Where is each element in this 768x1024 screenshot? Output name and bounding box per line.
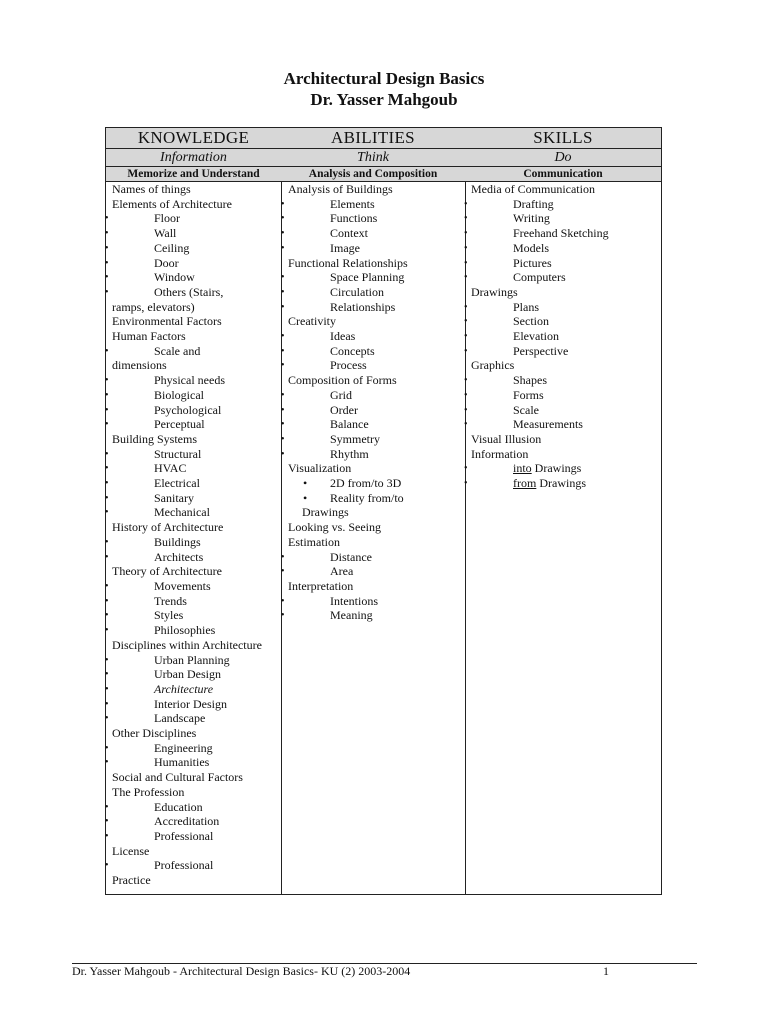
list-item: Information bbox=[471, 446, 529, 461]
list-item: • Buildings bbox=[112, 535, 282, 550]
list-item: • Space Planning bbox=[288, 270, 464, 285]
list-item: • Rhythm bbox=[288, 447, 464, 462]
list-item: Analysis of Buildings bbox=[288, 182, 393, 196]
subheading-information: Information bbox=[160, 149, 227, 165]
subheading-do: Do bbox=[554, 149, 572, 165]
list-item: • 2D from/to 3D bbox=[288, 476, 464, 491]
list-item: • Symmetry bbox=[288, 432, 464, 447]
list-item: • Biological bbox=[112, 388, 282, 403]
header-row-section bbox=[106, 167, 661, 182]
list-item: • Reality from/to bbox=[288, 491, 464, 506]
list-item: Environmental Factors bbox=[112, 314, 222, 329]
list-item: Other Disciplines bbox=[112, 726, 197, 741]
list-item: • Scale bbox=[471, 403, 657, 418]
list-item bbox=[471, 476, 657, 491]
list-item: • Professional bbox=[112, 829, 282, 844]
list-item bbox=[471, 461, 657, 476]
list-item: • Structural bbox=[112, 447, 282, 462]
list-item: Creativity bbox=[288, 314, 336, 329]
list-item: • Mechanical bbox=[112, 505, 282, 520]
list-item-keyword: from bbox=[513, 476, 537, 491]
list-item: • Psychological bbox=[112, 403, 282, 418]
list-item: • Interior Design bbox=[112, 697, 282, 712]
list-item: History of Architecture bbox=[112, 520, 224, 535]
heading-skills: SKILLS bbox=[533, 128, 593, 147]
list-item: • Wall bbox=[112, 226, 282, 241]
list-item: • Context bbox=[288, 226, 464, 241]
list-item: • Section bbox=[471, 314, 657, 329]
list-item: • Physical needs bbox=[112, 373, 282, 388]
list-item: Interpretation bbox=[288, 578, 354, 593]
list-item: Visualization bbox=[288, 461, 352, 476]
list-item: Human Factors bbox=[112, 329, 186, 344]
list-item: Graphics bbox=[471, 358, 515, 373]
page-number: 1 bbox=[603, 964, 609, 978]
list-item: • Door bbox=[112, 256, 282, 271]
list-item: Disciplines within Architecture bbox=[112, 637, 262, 652]
list-item: Theory of Architecture bbox=[112, 564, 222, 579]
list-item: • Landscape bbox=[112, 711, 282, 726]
list-item: • Education bbox=[112, 800, 282, 815]
list-item: • Perspective bbox=[471, 344, 657, 359]
header-row-main bbox=[106, 128, 661, 149]
list-item: • Architects bbox=[112, 550, 282, 565]
list-item: • Writing bbox=[471, 211, 657, 226]
list-item: • Electrical bbox=[112, 476, 282, 491]
list-item: Elements of Architecture bbox=[112, 196, 232, 211]
heading-abilities: ABILITIES bbox=[331, 128, 415, 147]
title-line-2: Dr. Yasser Mahgoub bbox=[310, 90, 458, 109]
list-item: • Plans bbox=[471, 300, 657, 315]
knowledge-list bbox=[112, 182, 282, 888]
list-item: • Ceiling bbox=[112, 241, 282, 256]
skills-list bbox=[471, 182, 657, 491]
list-item: • Forms bbox=[471, 388, 657, 403]
list-item: • Grid bbox=[288, 388, 464, 403]
list-item: • Window bbox=[112, 270, 282, 285]
header-row-sub bbox=[106, 149, 661, 167]
list-item: • Image bbox=[288, 241, 464, 256]
list-item: • Circulation bbox=[288, 285, 464, 300]
list-item: Functional Relationships bbox=[288, 255, 408, 270]
list-item: • Sanitary bbox=[112, 491, 282, 506]
list-item: • Elevation bbox=[471, 329, 657, 344]
list-item: • Computers bbox=[471, 270, 657, 285]
list-item: • Movements bbox=[112, 579, 282, 594]
list-item: • Styles bbox=[112, 608, 282, 623]
list-item-keyword: into bbox=[513, 461, 532, 476]
list-item: License bbox=[112, 843, 150, 858]
list-item: Visual Illusion bbox=[471, 431, 542, 446]
list-item: Building Systems bbox=[112, 431, 198, 446]
list-item: Drawings bbox=[302, 505, 349, 520]
list-item: • Balance bbox=[288, 417, 464, 432]
heading-knowledge: KNOWLEDGE bbox=[137, 128, 250, 147]
list-item: • Philosophies bbox=[112, 623, 282, 638]
list-item: • Models bbox=[471, 241, 657, 256]
list-item: • Elements bbox=[288, 197, 464, 212]
list-item: • Floor bbox=[112, 211, 282, 226]
list-item: Social and Cultural Factors bbox=[112, 770, 243, 785]
list-item: • Pictures bbox=[471, 256, 657, 271]
list-item: • Urban Planning bbox=[112, 653, 282, 668]
list-item: • Concepts bbox=[288, 344, 464, 359]
list-item: Names of things bbox=[112, 182, 191, 196]
footer-text: Dr. Yasser Mahgoub - Architectural Design Basics- KU (2) 2003-2004 bbox=[72, 964, 411, 978]
list-item: The Profession bbox=[112, 784, 185, 799]
list-item: • Others (Stairs, bbox=[112, 285, 282, 300]
list-item: • Scale and bbox=[112, 344, 282, 359]
section-memorize: Memorize and Understand bbox=[127, 168, 260, 180]
subheading-think: Think bbox=[357, 149, 389, 165]
list-item: • Area bbox=[288, 564, 464, 579]
list-item: • Meaning bbox=[288, 608, 464, 623]
list-item: • Functions bbox=[288, 211, 464, 226]
list-item: Looking vs. Seeing bbox=[288, 520, 381, 535]
abilities-list bbox=[288, 182, 464, 623]
list-item: • Ideas bbox=[288, 329, 464, 344]
list-item: Estimation bbox=[288, 534, 340, 549]
list-item: Composition of Forms bbox=[288, 373, 397, 388]
list-item: Practice bbox=[112, 873, 151, 888]
list-item: • Engineering bbox=[112, 741, 282, 756]
list-item: • HVAC bbox=[112, 461, 282, 476]
list-item: Drawings bbox=[471, 284, 518, 299]
list-item: dimensions bbox=[112, 358, 167, 373]
list-item: • Humanities bbox=[112, 755, 282, 770]
list-item: • Trends bbox=[112, 594, 282, 609]
title-line-1: Architectural Design Basics bbox=[283, 69, 485, 88]
list-item: • Urban Design bbox=[112, 667, 282, 682]
list-item: • Intentions bbox=[288, 594, 464, 609]
section-communication: Communication bbox=[523, 168, 603, 180]
list-item-text: Drawings bbox=[534, 461, 582, 476]
list-item: • Professional bbox=[112, 858, 282, 873]
list-item: • Distance bbox=[288, 550, 464, 565]
list-item: • Perceptual bbox=[112, 417, 282, 432]
section-analysis: Analysis and Composition bbox=[308, 168, 438, 180]
list-item: • Accreditation bbox=[112, 814, 282, 829]
document-title bbox=[0, 68, 768, 110]
list-item: • Order bbox=[288, 403, 464, 418]
list-item: • Architecture bbox=[112, 682, 282, 697]
curriculum-table bbox=[105, 127, 662, 895]
list-item: • Drafting bbox=[471, 197, 657, 212]
list-item: • Freehand Sketching bbox=[471, 226, 657, 241]
list-item-text: Drawings bbox=[539, 476, 586, 491]
list-item: • Measurements bbox=[471, 417, 657, 432]
list-item: Media of Communication bbox=[471, 182, 595, 196]
list-item: • Relationships bbox=[288, 300, 464, 315]
list-item: • Process bbox=[288, 358, 464, 373]
list-item: • Shapes bbox=[471, 373, 657, 388]
list-item: ramps, elevators) bbox=[112, 299, 195, 314]
